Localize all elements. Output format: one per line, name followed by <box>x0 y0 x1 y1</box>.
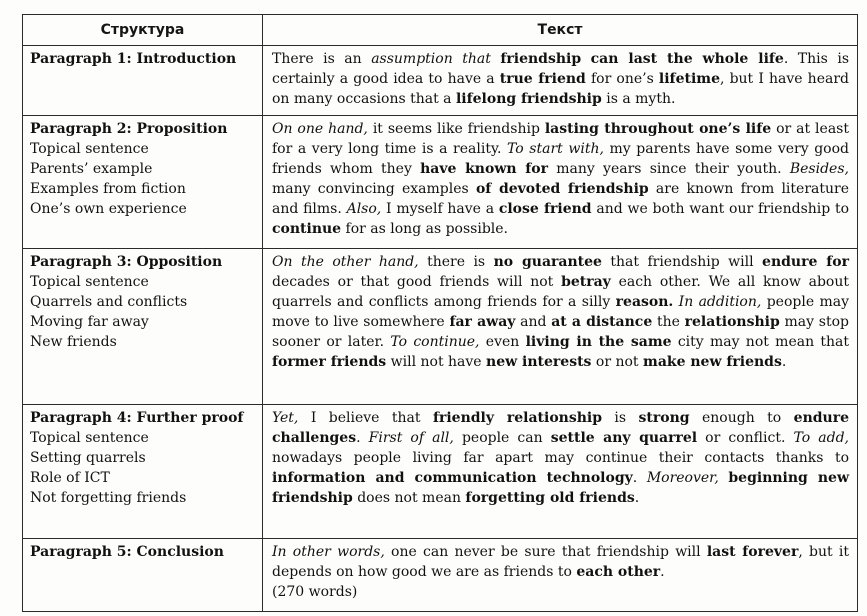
text-run: are known from literature and films. <box>272 181 849 218</box>
italic-linker: On the other hand, <box>272 254 419 271</box>
text-run: nowadays people living far apart may continue their contacts thanks to <box>272 449 849 466</box>
text-run: my parents have some very good friends whom they <box>272 141 850 178</box>
text-run: or conflict. <box>697 429 794 446</box>
text-run: I myself have a <box>381 201 499 218</box>
text-cell <box>263 404 858 539</box>
table-row <box>23 46 858 116</box>
paragraph-title: Paragraph 2: Proposition <box>30 121 228 138</box>
bold-phrase: former friends <box>272 354 387 371</box>
bold-phrase: endure for <box>762 254 849 271</box>
italic-linker: Moreover, <box>646 469 719 486</box>
structure-cell <box>23 46 263 116</box>
bold-phrase: of devoted friendship <box>475 181 649 198</box>
structure-item: One’s own experience <box>30 201 187 218</box>
bold-phrase: true friend <box>499 71 586 87</box>
paragraph-title: Paragraph 4: Further proof <box>30 409 244 426</box>
table-row <box>23 539 858 612</box>
text-run: . <box>634 489 640 506</box>
text-run: , but I have heard on many occasions that a <box>272 71 849 107</box>
structure-item: Moving far away <box>30 314 149 331</box>
bold-phrase: endure challenges <box>272 409 849 446</box>
bold-phrase: each other <box>576 564 661 581</box>
text-run: will not have <box>386 354 487 371</box>
text-run: even <box>479 334 526 351</box>
bold-phrase: no guarantee <box>493 254 602 271</box>
bold-phrase: close friend <box>498 201 592 218</box>
bold-phrase: relationship <box>684 314 780 331</box>
text-run: or not <box>591 354 643 371</box>
bold-phrase: settle any quarrel <box>550 429 698 446</box>
text-run: . <box>781 354 787 371</box>
bold-phrase: beginning new friendship <box>272 469 849 506</box>
text-run: may stop sooner or later. <box>272 314 849 351</box>
essay-structure-table <box>22 14 858 612</box>
text-run: and we both want our friendship to <box>591 201 850 218</box>
text-run: , but it depends on how good we are as friends to <box>272 544 849 581</box>
text-run: . This is certainly a good idea to have a <box>272 51 850 87</box>
text-run: . <box>660 564 665 581</box>
text-run: is <box>602 409 639 426</box>
text-run: for one’s <box>585 71 659 87</box>
bold-phrase: strong <box>638 409 690 426</box>
text-run: decades or that good friends will not <box>272 274 562 291</box>
italic-linker: In other words, <box>272 544 385 561</box>
bold-phrase: forgetting old friends <box>465 489 635 506</box>
text-cell <box>263 116 858 249</box>
text-run: for as long as possible. <box>341 221 509 238</box>
structure-item: Role of ICT <box>30 469 110 486</box>
bold-phrase: friendship <box>500 51 582 67</box>
structure-item: Setting quarrels <box>30 449 146 466</box>
bold-phrase: far away <box>449 314 516 331</box>
bold-phrase: living in the same <box>525 334 672 351</box>
italic-linker: Besides, <box>789 161 849 178</box>
text-run: people may move to live somewhere <box>272 294 850 331</box>
italic-linker: On one hand, <box>272 121 368 138</box>
italic-linker: To add, <box>793 429 849 446</box>
bold-phrase: make new friends <box>643 354 782 371</box>
bold-phrase: friendly relationship <box>432 409 602 426</box>
bold-phrase: betray <box>561 274 611 291</box>
table-row <box>23 404 858 539</box>
bold-phrase: information and communication technology <box>272 469 633 486</box>
text-cell <box>263 249 858 404</box>
structure-item: Topical sentence <box>30 429 149 446</box>
text-cell <box>263 539 858 612</box>
italic-linker: Also, <box>346 201 382 218</box>
text-run <box>581 51 591 67</box>
structure-item: Topical sentence <box>30 274 149 291</box>
structure-item: Examples from fiction <box>30 181 186 198</box>
structure-cell <box>23 116 263 249</box>
italic-linker: Yet, <box>272 409 299 426</box>
text-run: that friendship will <box>601 254 763 271</box>
text-run: many years since their youth. <box>547 161 790 178</box>
text-run: each other. We all know about quarrels and conflicts among friends for a silly <box>272 274 850 311</box>
italic-linker: assumption that <box>371 51 491 67</box>
text-run: it seems like friendship <box>367 121 545 138</box>
italic-linker: To continue, <box>390 334 480 351</box>
italic-linker: In addition, <box>678 294 762 311</box>
bold-phrase: new interests <box>486 354 592 371</box>
paragraph-title: Paragraph 1: Introduction <box>30 51 237 67</box>
bold-phrase: last forever <box>706 544 799 561</box>
text-run: There is an <box>272 51 372 67</box>
header-structure: Структура <box>23 15 263 46</box>
structure-item: Topical sentence <box>30 141 149 158</box>
bold-phrase: reason. <box>615 294 674 311</box>
word-count: (270 words) <box>272 584 358 601</box>
structure-item: New friends <box>30 334 117 351</box>
italic-linker: To start with, <box>507 141 604 158</box>
table-row <box>23 249 858 404</box>
structure-item: Parents’ example <box>30 161 153 178</box>
text-run: or at least for a very long time is a reality. <box>272 121 849 158</box>
text-run: . <box>632 469 647 486</box>
text-run <box>719 470 729 486</box>
text-cell <box>263 46 858 116</box>
italic-linker: First of all, <box>368 429 454 446</box>
text-run: does not mean <box>352 489 466 506</box>
text-run: I believe that <box>298 409 433 426</box>
text-run: and <box>515 314 552 331</box>
table-header-row <box>23 15 858 46</box>
bold-phrase: lifelong friendship <box>455 91 602 107</box>
bold-phrase: at a distance <box>551 314 653 331</box>
bold-phrase: lasting throughout one’s life <box>544 121 772 138</box>
paragraph-title: Paragraph 5: Conclusion <box>30 544 224 561</box>
table-body <box>23 46 858 612</box>
structure-item: Quarrels and conflicts <box>30 294 188 311</box>
bold-phrase: can last the whole life <box>590 51 784 67</box>
text-run: there is <box>418 254 494 271</box>
text-run <box>491 51 501 67</box>
text-run: city may not mean that <box>671 334 850 351</box>
structure-cell <box>23 249 263 404</box>
paragraph-title: Paragraph 3: Opposition <box>30 254 223 271</box>
text-run: . <box>356 429 369 446</box>
bold-phrase: lifetime <box>658 71 720 87</box>
text-run: the <box>652 314 685 331</box>
text-run: one can never be sure that friendship will <box>384 544 707 561</box>
text-run: enough to <box>689 409 794 426</box>
text-run: many convincing examples <box>272 181 476 198</box>
bold-phrase: continue <box>272 221 342 238</box>
bold-phrase: have known for <box>420 161 548 178</box>
table-row <box>23 116 858 249</box>
structure-cell <box>23 404 263 539</box>
structure-cell <box>23 539 263 612</box>
header-text: Текст <box>263 15 858 46</box>
text-run: is a myth. <box>601 91 676 107</box>
text-run: people can <box>453 429 551 446</box>
structure-item: Not forgetting friends <box>30 489 187 506</box>
